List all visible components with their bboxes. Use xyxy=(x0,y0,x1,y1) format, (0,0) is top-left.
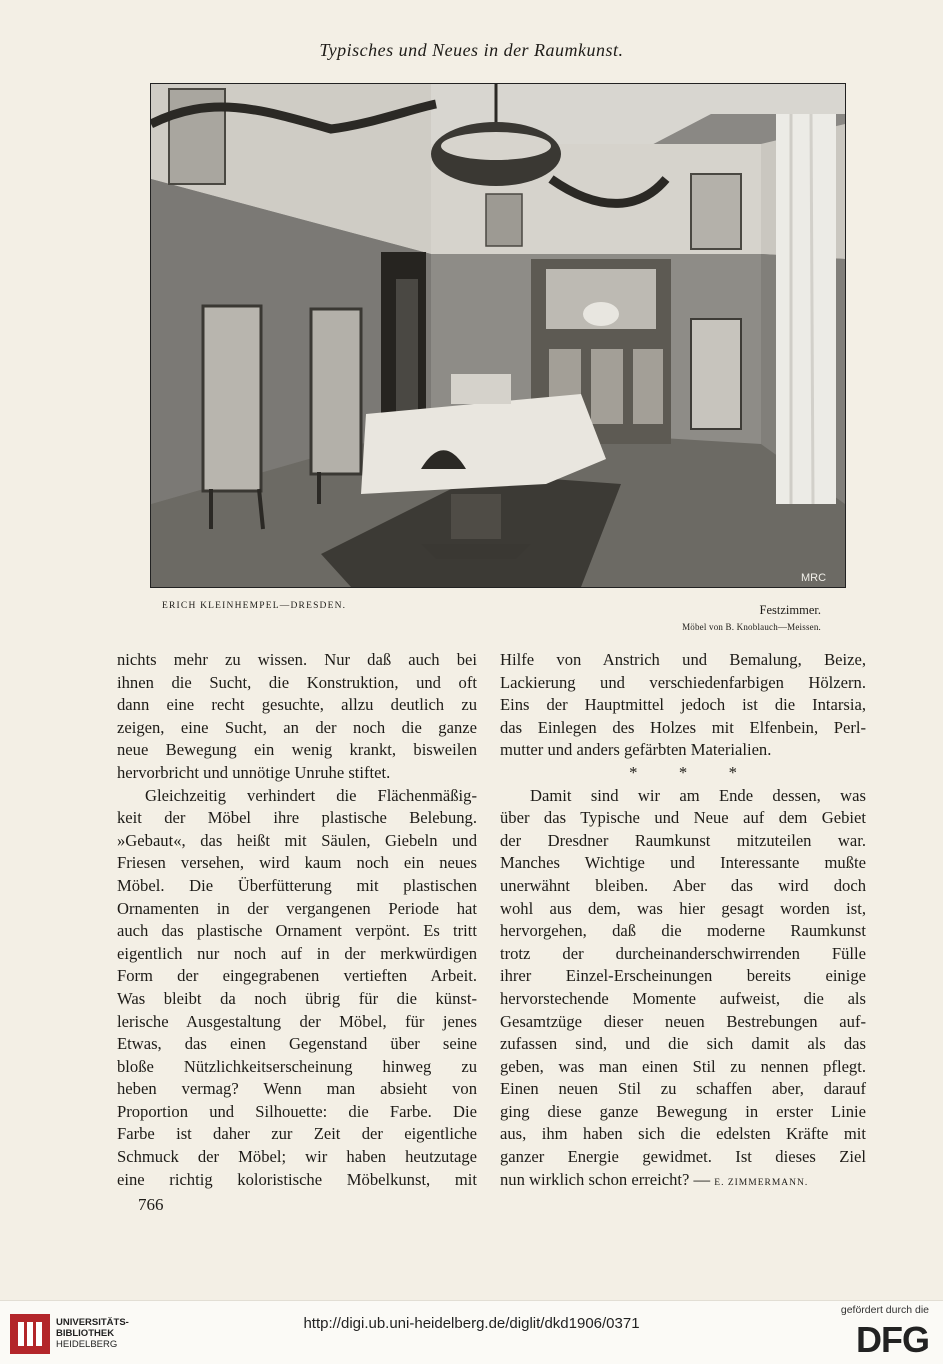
text-line: der Dresdner Raumkunst mitzuteilen war. xyxy=(500,830,866,850)
closing-line xyxy=(500,1169,866,1192)
text-line: Eins der Hauptmittel jedoch ist die Intarsia, xyxy=(500,695,866,715)
text-line: über das Typische und Neue auf dem Gebiet xyxy=(500,808,866,828)
text-line: lerische Ausgestaltung der Möbel, für jenes xyxy=(117,1011,477,1031)
text-line: Hilfe von Anstrich und Bemalung, Beize, xyxy=(500,650,866,669)
text-line: Was bleibt da noch übrig für die künst- xyxy=(117,988,477,1008)
text-line: Etwas, das einen Gegenstand über seine xyxy=(117,1034,477,1054)
text-line: Lackierung und verschiedenfarbigen Hölzern. xyxy=(500,672,866,692)
photo-monogram: MRC xyxy=(801,572,827,584)
viewer-footer xyxy=(0,1300,943,1364)
funded-by-label: gefördert durch die xyxy=(840,1304,929,1316)
text-line: Manches Wichtige und Interessante mußte xyxy=(500,853,866,873)
closing-text: nun wirklich schon erreicht? — xyxy=(500,1169,711,1189)
text-line: Friesen versehen, wird kaum noch ein neues xyxy=(117,853,477,873)
library-name-line: HEIDELBERG xyxy=(56,1339,118,1350)
figure-caption-title: Festzimmer. xyxy=(759,603,821,617)
text-line: dann eine recht gesuchte, allzu deutlich zu xyxy=(117,695,477,715)
text-line: Möbel. Die Überfütterung mit plastischen xyxy=(117,875,477,895)
dfg-logo[interactable]: DFG xyxy=(856,1319,929,1360)
text-line: ihrer Einzel-Erscheinungen bereits einige xyxy=(500,966,866,986)
text-line: Farbe ist daher zur Zeit der eigentliche xyxy=(117,1124,477,1144)
section-break-asterisks: * * * xyxy=(629,762,737,782)
text-line: Schmuck der Möbel; wir haben heutzutage xyxy=(117,1147,477,1167)
photo-plate xyxy=(150,83,846,588)
library-name-line: BIBLIOTHEK xyxy=(56,1328,115,1339)
right-text-column xyxy=(500,649,866,1191)
text-line: das Einlegen des Holzes mit Elfenbein, Perl- xyxy=(500,717,866,737)
text-line: bloße Nützlichkeitserscheinung hinweg zu xyxy=(117,1056,477,1076)
author-signature: E. ZIMMERMANN. xyxy=(714,1177,809,1188)
text-line: auch das plastische Ornament verpönt. Es tritt xyxy=(117,921,477,941)
text-line: Gesamtzüge dieser neuen Bestrebungen auf- xyxy=(500,1011,866,1031)
text-line: ganzer Energie gewidmet. Ist dieses Ziel xyxy=(500,1147,866,1167)
text-line: hervorstechende Momente aufweist, die als xyxy=(500,988,866,1008)
text-line: geben, was man einen Stil zu nennen pflegt. xyxy=(500,1056,866,1076)
text-line: ihnen die Sucht, die Konstruktion, und oft xyxy=(117,672,477,692)
text-line: heben vermag? Wenn man absieht von xyxy=(117,1079,477,1099)
text-line: nichts mehr zu wissen. Nur daß auch bei xyxy=(117,650,477,669)
figure-caption xyxy=(682,602,821,636)
text-line: ging diese ganze Bewegung in erster Linie xyxy=(500,1101,866,1121)
text-line: mutter und anders gefärbten Materialien. xyxy=(500,740,772,760)
text-line: zufassen sind, und die sich damit als das xyxy=(500,1034,866,1054)
running-title: Typisches und Neues in der Raumkunst. xyxy=(319,40,624,60)
text-line: Gleichzeitig verhindert die Flächenmäßig- xyxy=(145,785,477,805)
page-number: 766 xyxy=(138,1195,164,1214)
text-line: zeigen, eine Sucht, an der noch die ganze xyxy=(117,717,477,737)
text-line: eine richtig koloristische Möbelkunst, mit xyxy=(117,1169,477,1189)
text-line: neue Bewegung ein wenig krankt, bisweilen xyxy=(117,740,477,760)
text-line: Damit sind wir am Ende dessen, was xyxy=(530,785,866,805)
text-line: aus, ihm haben sich die edelsten Kräfte mit xyxy=(500,1124,866,1144)
figure-caption-artist: ERICH KLEINHEMPEL—DRESDEN. xyxy=(162,601,347,611)
text-line: wohl aus dem, was hier gesagt worden ist, xyxy=(500,898,866,918)
festzimmer-photograph xyxy=(151,84,845,587)
text-line: Proportion und Silhouette: die Farbe. Die xyxy=(117,1101,477,1121)
text-line: hervorgehen, daß die moderne Raumkunst xyxy=(500,921,866,941)
library-name-line: UNIVERSITÄTS- xyxy=(56,1317,129,1328)
left-text-column xyxy=(117,649,477,1191)
permalink-url[interactable]: http://digi.ub.uni-heidelberg.de/diglit/dkd1906/0371 xyxy=(303,1315,640,1332)
text-line: Einen neuen Stil zu schaffen aber, darauf xyxy=(500,1079,866,1099)
text-line: keit der Möbel ihre plastische Belebung. xyxy=(117,808,477,828)
figure-caption-credit: Möbel von B. Knoblauch—Meissen. xyxy=(682,622,821,632)
text-line: trotz der durcheinanderschwirrenden Fülle xyxy=(500,943,866,963)
text-line: hervorbricht und unnötige Unruhe stiftet. xyxy=(117,762,391,782)
text-line: eigentlich nur noch auf in der merkwürdigen xyxy=(117,943,477,963)
text-line: Ornamenten in der vergangenen Periode hat xyxy=(117,898,477,918)
text-line: Form der eingegrabenen vertieften Arbeit. xyxy=(117,966,477,986)
text-line: unerwähnt bleiben. Aber das wird doch xyxy=(500,875,866,895)
text-line: »Gebaut«, das heißt mit Säulen, Giebeln und xyxy=(117,830,477,850)
